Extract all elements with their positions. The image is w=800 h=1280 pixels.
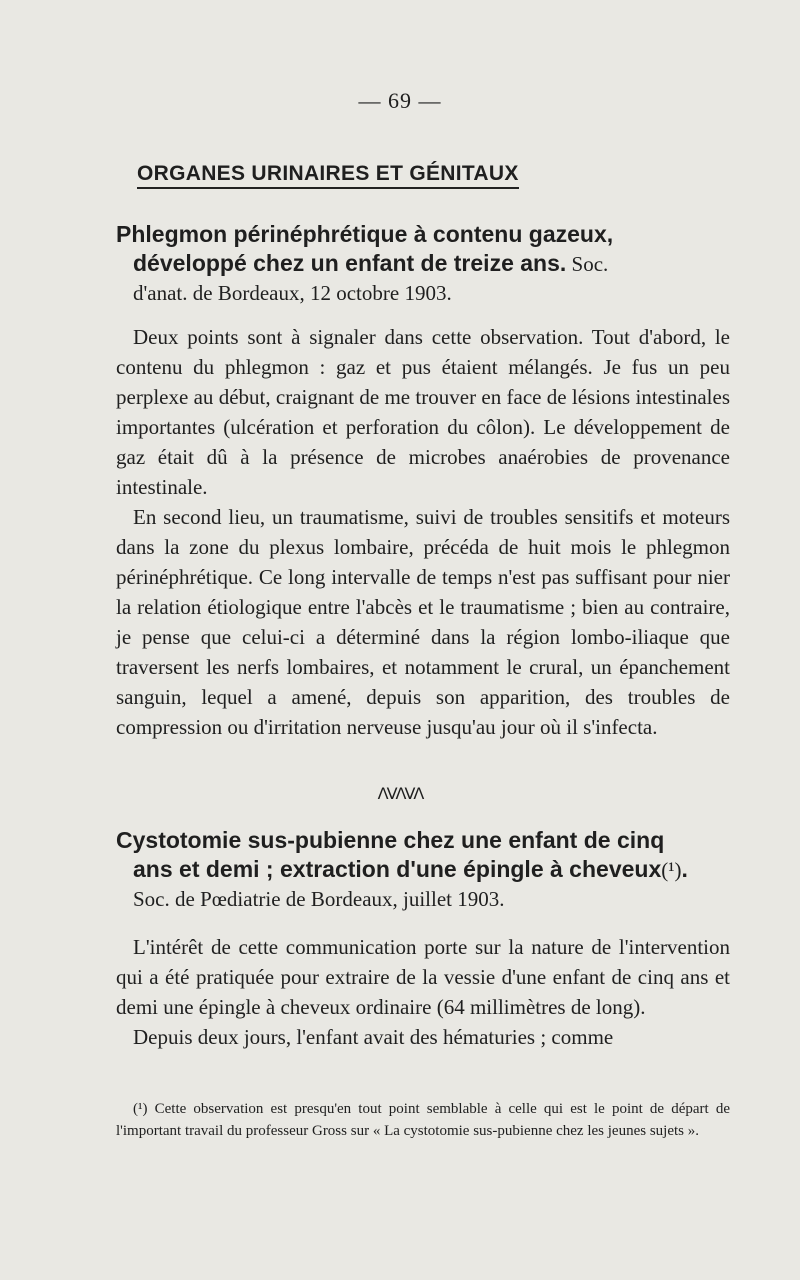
article1-paragraph2: En second lieu, un traumatisme, suivi de troubles sensitifs et moteurs dans la zone du plexus lombaire, précéda de huit mois le phlegmon périnéphrétique. Ce long intervalle de temps n'est pas suffisant pour nier la relation étiologique entre l'abcès et le traumatisme ; bien au contraire, je pense que celui-ci a déterminé dans la région lombo-iliaque que traversent les nerfs lombaires, et notamment le crural, un épanchement sanguin, lequel a amené, depuis son apparition, des troubles de compression ou d'irritation nerveuse jusqu'au jour où il s'infecta.: [116, 505, 730, 739]
section-divider: ᐱᐯᐱᐯᐱ: [377, 786, 423, 803]
article1-title-rest: Soc.: [566, 252, 609, 276]
article2-heading: [116, 826, 730, 914]
article2-title-line2: [116, 855, 730, 885]
article2-source: Soc. de Pœdiatrie de Bordeaux, juillet 1903.: [133, 887, 505, 911]
article2-title-bold: ans et demi ; extraction d'une épingle à cheveux: [133, 856, 662, 882]
article2-paragraph2: Depuis deux jours, l'enfant avait des hématuries ; comme: [133, 1025, 614, 1049]
section-title: ORGANES URINAIRES ET GÉNITAUX: [137, 162, 519, 189]
article1-title-line1: Phlegmon périnéphrétique à contenu gazeux,: [116, 221, 614, 247]
article1-paragraph1: Deux points sont à signaler dans cette observation. Tout d'abord, le contenu du phlegmon : gaz et pus étaient mélangés. Je fus un peu perplexe au début, craignant de me trouver en face de lésions intestinales importantes (ulcération et perforation du côlon). Le développement de gaz était dû à la présence de microbes anaérobies de provenance intestinale.: [116, 325, 730, 499]
article2-title-end: .: [681, 856, 688, 882]
article2-body: [116, 932, 730, 1052]
article1-body: [116, 322, 730, 742]
page-number: — 69 —: [358, 88, 442, 113]
article1-heading: [116, 220, 730, 308]
footnote: [116, 1098, 730, 1142]
article1-title-bold: développé chez un enfant de treize ans.: [133, 250, 567, 276]
article2-footnote-marker: (¹): [661, 858, 682, 882]
footnote-text: Cette observation est presqu'en tout point semblable à celle qui est le point de départ de l'important travail du professeur Gross sur « La cystotomie sus-pubienne chez les jeunes sujets ».: [116, 1101, 730, 1139]
article2-paragraph1: L'intérêt de cette communication porte sur la nature de l'intervention qui a été pratiquée pour extraire de la vessie d'une enfant de cinq ans et demi une épingle à cheveux ordinaire (64 millimètres de long).: [116, 935, 730, 1019]
article2-title-line1: Cystotomie sus-pubienne chez une enfant de cinq: [116, 827, 665, 853]
article1-source: d'anat. de Bordeaux, 12 octobre 1903.: [133, 281, 452, 305]
footnote-marker: (¹): [133, 1101, 148, 1117]
article1-title-line2: [116, 249, 730, 279]
